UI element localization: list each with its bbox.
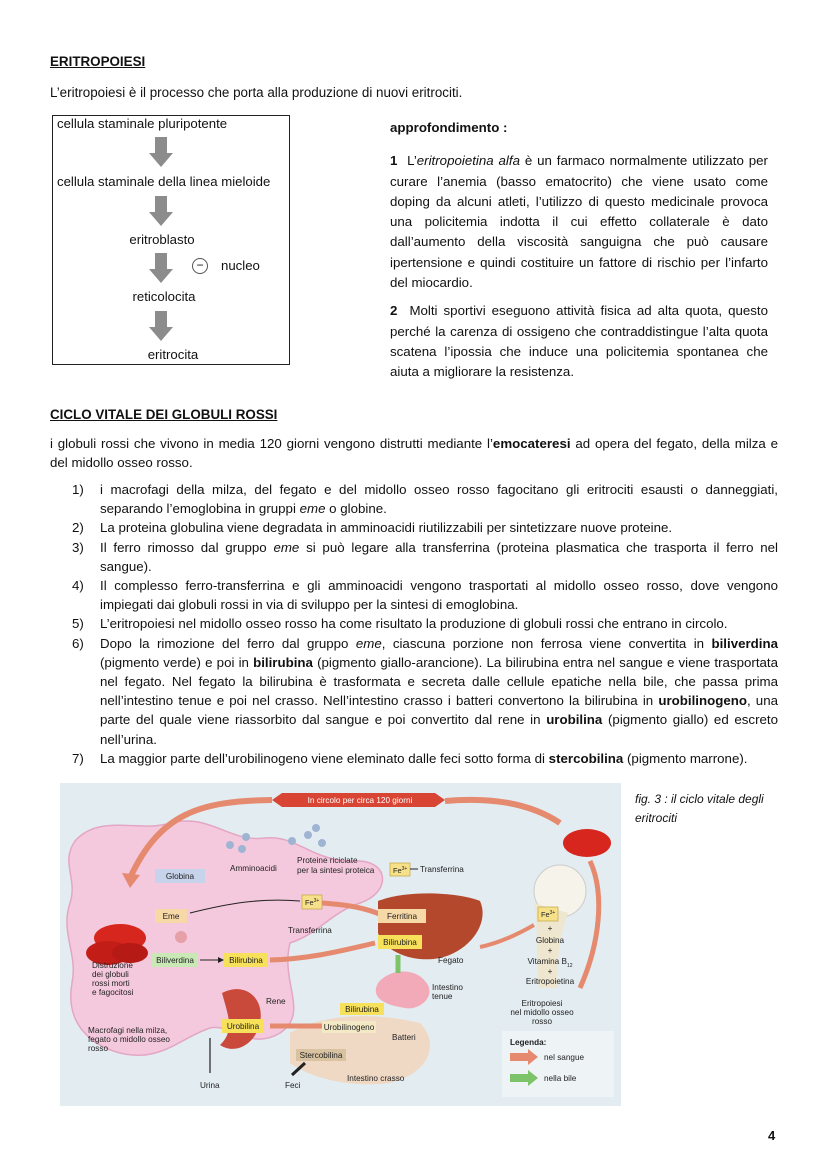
ciclo-vitale-diagram <box>60 783 621 1106</box>
banner-label: In circolo per circa 120 giorni <box>307 796 413 805</box>
red-blood-cell <box>112 943 148 963</box>
eritropoiesi-intro: L’eritropoiesi è il processo che porta alla produzione di nuovi eritrociti. <box>50 85 463 100</box>
eme-label: Eme <box>162 912 180 921</box>
liver-shape <box>378 893 483 959</box>
ciclo-list <box>72 480 778 768</box>
list-item: 6) Dopo la rimozione del ferro dal gruppo eme, ciascuna porzione non ferrosa viene convertita in biliverdina (pigmento verde) e poi in bilirubina (pigmento giallo-arancione). La bilirubina entra nel sangue e viene trasportata nel fegato. Nel fegato la bilirubina è trasformata e secreta dalle cellule epatiche nella bile, che passa prima nell’intestino tenue e poi nel crasso. Nell’intestino crasso i batteri convertono la bilirubina in urobilinogeno, una parte del quale viene riassorbito dal sangue e poi convertito dal rene in urobilina (pigmento giallo) ed escreto nell’urina. <box>72 635 778 747</box>
approfondimento-paragraph-2: 2 Molti sportivi eseguono attività fisica ad alta quota, questo perché la carenza di ossigeno che contraddistingue l’alta quota scatena l’ipossia che induce una policitemia spontanea che aiuta a migliorare la resistenza. <box>390 303 768 380</box>
fegato-label: Fegato <box>438 956 464 965</box>
eritropoiesi-label-3: rosso <box>531 1017 553 1026</box>
legend-nella-bile: nella bile <box>544 1074 577 1083</box>
urobilinogeno-label: Urobilinogeno <box>323 1023 375 1032</box>
ferritina-label: Ferritina <box>386 912 418 921</box>
intestino-tenue-label-1: Intestino <box>432 983 463 992</box>
macrofagi-label-2: fegato o midollo osseo <box>88 1035 170 1044</box>
flow-arrow-down-icon <box>149 196 173 226</box>
amminoacidi-label: Amminoacidi <box>230 864 277 873</box>
list-item: 4) Il complesso ferro-transferrina e gli amminoacidi vengono trasportati al midollo osseo rosso, dove vengono impiegati dai globuli rossi in via di sviluppo per la sintesi di emoglobina. <box>72 578 778 613</box>
distruzione-label-2: dei globuli <box>92 970 129 979</box>
distruzione-label-1: Distruzione <box>92 961 133 970</box>
urobilina-label: Urobilina <box>226 1022 260 1031</box>
fe3-label: $Fe^{3+}$ <box>393 866 408 875</box>
flow-arrow-down-icon <box>149 253 173 283</box>
transferrina-label: Transferrina <box>288 926 332 935</box>
globina-label: Globina <box>165 872 195 881</box>
feci-label: Feci <box>285 1081 301 1090</box>
red-blood-cell <box>563 829 611 857</box>
approfondimento-title: approfondimento : <box>390 120 508 135</box>
approfondimento-paragraph-1: 1 L’eritropoietina alfa è un farmaco normalmente utilizzato per curare l’anemia (basso ematocrito) che viene usato come doping da alcuni atleti, l’utilizzo di questo medicinale provoca una policitemia indotta il cui effetto collaterale è dato dall’aumento della viscosità sanguigna che può causare ipertensione e quindi costituire un fattore di rischio per l’infarto del miocardio. <box>390 153 768 291</box>
flow-step-pluripotente: cellula staminale pluripotente <box>57 116 228 131</box>
proteine-label-2: per la sintesi proteica <box>297 866 375 875</box>
flow-step-eritroblasto: eritroblasto <box>129 232 195 247</box>
fe-bone-label: $Fe^{3+}$ <box>541 910 556 919</box>
list-item: 3) Il ferro rimosso dal gruppo eme si può legare alla transferrina (proteina plasmatica che trasporta il ferro nel sangue). <box>72 539 778 574</box>
ciclo-intro: i globuli rossi che vivono in media 120 giorni vengono distrutti mediante l’emocateresi ad opera del fegato, della milza e del midollo osseo rosso. <box>50 436 778 470</box>
small-intestine-shape <box>376 971 430 1008</box>
macrofagi-label-3: rosso <box>88 1044 109 1053</box>
vitamina-label: Vitamina $B_{12}$ <box>527 957 573 969</box>
distruzione-label-3: rossi morti <box>92 979 130 988</box>
biliverdina-label: Biliverdina <box>156 956 194 965</box>
eritropoiesi-label-1: Eritropoiesi <box>521 999 563 1008</box>
minus-sign-icon: − <box>192 258 208 274</box>
batteri-label: Batteri <box>392 1033 416 1042</box>
section-title-eritropoiesi: ERITROPOIESI <box>50 54 146 69</box>
flow-step-mieloide: cellula staminale della linea mieloide <box>57 174 271 189</box>
blood-arrow-icon <box>445 800 560 823</box>
eritropoietina-label: Eritropoietina <box>525 977 575 986</box>
eritropoiesi-label-2: nel midollo osseo <box>510 1008 574 1017</box>
list-item: 2) La proteina globulina viene degradata in amminoacidi riutilizzabili per sintetizzare nuove proteine. <box>72 520 673 536</box>
page-number: 4 <box>768 1128 776 1143</box>
list-item: 7) La maggior parte dell’urobilinogeno viene eleminato dalle feci sotto forma di stercobilina (pigmento marrone). <box>72 750 748 766</box>
transferrina-label-top: Transferrina <box>420 865 464 874</box>
bilirubina-liver-label: Bilirubina <box>383 938 417 947</box>
approfondimento-box <box>390 118 768 391</box>
macrofagi-label-1: Macrofagi nella milza, <box>88 1026 168 1035</box>
flow-step-eritrocita: eritrocita <box>147 347 199 362</box>
globina-right-label: Globina <box>535 936 565 945</box>
stercobilina-label: Stercobilina <box>299 1051 343 1060</box>
eritropoiesi-flow-box <box>52 115 290 365</box>
flow-arrow-down-icon <box>149 137 173 167</box>
rene-label: Rene <box>266 997 286 1006</box>
list-item: 5) L’eritropoiesi nel midollo osseo rosso ha come risultato la produzione di globuli rossi che entrano in circolo. <box>72 616 728 632</box>
intestino-crasso-label: Intestino crasso <box>347 1074 405 1083</box>
ciclo-vitale-figure <box>60 783 621 1106</box>
plus-sign: + <box>547 924 553 933</box>
bilirubina-int-label: Bilirubina <box>345 1005 379 1014</box>
bilirubina-label: Bilirubina <box>229 956 263 965</box>
proteine-label-1: Proteine riciclate <box>297 856 358 865</box>
legend-nel-sangue: nel sangue <box>544 1053 585 1062</box>
urina-label: Urina <box>200 1081 220 1090</box>
legend-title: Legenda: <box>510 1038 547 1047</box>
intestino-tenue-label-2: tenue <box>432 992 453 1001</box>
plus-sign: + <box>547 946 553 955</box>
flow-nucleo-label: nucleo <box>221 258 260 273</box>
figure-caption: fig. 3 : il ciclo vitale degli eritrociti <box>635 792 764 825</box>
flow-arrow-down-icon <box>149 311 173 341</box>
list-item: 1) i macrofagi della milza, del fegato e del midollo osseo rosso fagocitano gli eritrociti esausti o danneggiati, separando l’emoglobina in gruppi eme o globine. <box>72 482 778 517</box>
distruzione-label-4: e fagocitosi <box>92 988 134 997</box>
flow-step-reticolocita: reticolocita <box>132 289 196 304</box>
fe3-center-label: $Fe^{3+}$ <box>305 898 320 907</box>
section-title-ciclo-vitale: CICLO VITALE DEI GLOBULI ROSSI <box>50 407 278 422</box>
plus-sign: + <box>547 967 553 976</box>
